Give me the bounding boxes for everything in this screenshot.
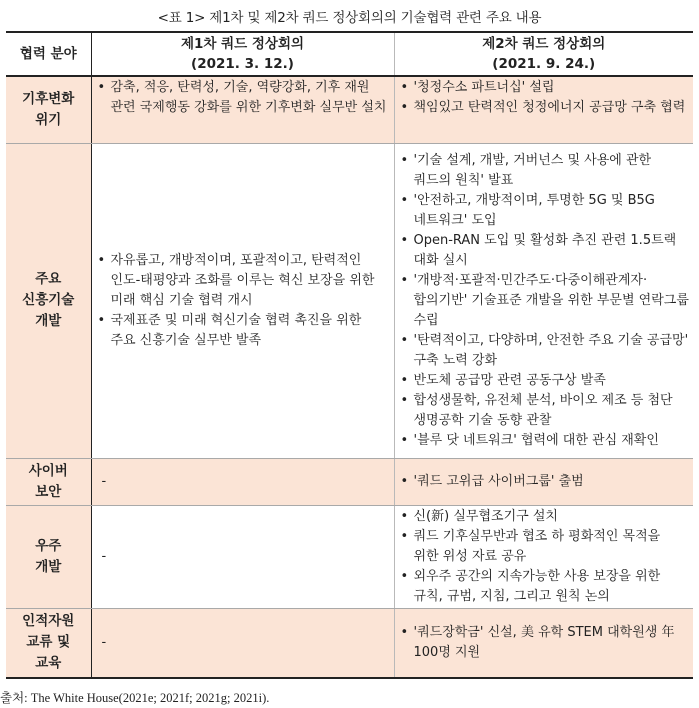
table-row: [6, 505, 693, 608]
list-item: • '개방적·포괄적·민간주도·다중이해관계자·합의기반' 기술표준 개발을 위한 부문별 연락그룹 수립: [401, 271, 690, 331]
category-line: 교류 및: [26, 634, 71, 651]
first-summit-cell: [91, 608, 394, 678]
header-first-summit: [91, 32, 394, 76]
list-item: • '블루 닷 네트워크' 협력에 대한 관심 재확인: [401, 431, 690, 451]
table-caption: <표 1> 제1차 및 제2차 쿼드 정상회의의 기술협력 관련 주요 내용: [157, 10, 542, 26]
empty-dash: -: [101, 548, 107, 564]
list-item: • 쿼드 기후실무반과 협조 하 평화적인 목적을 위한 위성 자료 공유: [401, 527, 690, 567]
list-item: • 합성생물학, 유전체 분석, 바이오 제조 등 첨단 생명공학 기술 동향 관찰: [401, 391, 690, 431]
second-summit-cell: [394, 505, 693, 608]
category-line: 개발: [35, 558, 62, 575]
header-category-label: 협력 분야: [19, 46, 77, 62]
first-summit-cell: [91, 505, 394, 608]
list-item: • '쿼드장학금' 신설, 美 유학 STEM 대학원생 年 100명 지원: [401, 623, 690, 663]
header-category: [6, 32, 91, 76]
second-summit-cell: [394, 76, 693, 143]
list-item: • 자유롭고, 개방적이며, 포괄적이고, 탄력적인 인도-태평양과 조화를 이루는 혁신 보장을 위한 미래 핵심 기술 협력 개시: [98, 251, 390, 311]
header-second-date: (2021. 9. 24.): [492, 56, 596, 72]
table-header-row: [6, 32, 693, 76]
list-item: • 외우주 공간의 지속가능한 사용 보장을 위한 규칙, 규범, 지침, 그리고 원칙 논의: [401, 567, 690, 607]
list-item: • Open-RAN 도입 및 활성화 추진 관련 1.5트랙 대화 실시: [401, 231, 690, 271]
table-row: [6, 76, 693, 143]
category-line: 신흥기술: [22, 292, 75, 308]
first-summit-cell: [91, 76, 394, 143]
quad-summit-table: [6, 31, 693, 679]
category-emerging-tech: [6, 143, 91, 458]
category-human-resources: [6, 608, 91, 678]
list-item: • '안전하고, 개방적이며, 투명한 5G 및 B5G 네트워크' 도입: [401, 191, 690, 231]
header-first-title: 제1차 쿼드 정상회의: [180, 36, 305, 52]
source-note: 출처: The White House(2021e; 2021f; 2021g; 2021i).: [0, 691, 270, 705]
list-item: • 반도체 공급망 관련 공동구상 발족: [401, 371, 690, 391]
category-line: 사이버: [28, 462, 68, 479]
second-summit-cell: [394, 458, 693, 505]
list-item: • 책임있고 탄력적인 청정에너지 공급망 구축 협력: [401, 98, 690, 118]
empty-dash: -: [101, 634, 107, 650]
list-item: • 감축, 적응, 탄력성, 기술, 역량강화, 기후 재원 관련 국제행동 강화를 위한 기후변화 실무반 설치: [98, 78, 390, 118]
header-second-title: 제2차 쿼드 정상회의: [482, 36, 606, 52]
list-item: • '탄력적이고, 다양하며, 안전한 주요 기술 공급망' 구축 노력 강화: [401, 331, 690, 371]
list-item: • 국제표준 및 미래 혁신기술 협력 촉진을 위한 주요 신흥기술 실무반 발족: [98, 311, 390, 351]
header-second-summit: [394, 32, 693, 76]
category-line: 기후변화: [22, 90, 75, 107]
category-line: 보안: [35, 483, 62, 500]
second-summit-cell: [394, 143, 693, 458]
list-item: • '청정수소 파트너십' 설립: [401, 78, 690, 98]
list-item: • '기술 설계, 개발, 거버넌스 및 사용에 관한 쿼드의 원칙' 발표: [401, 151, 690, 191]
category-line: 주요: [35, 271, 62, 287]
list-item: • 신(新) 실무협조기구 설치: [401, 507, 690, 527]
first-summit-cell: [91, 143, 394, 458]
table-row: [6, 608, 693, 678]
table-row: [6, 143, 693, 458]
category-cyber: [6, 458, 91, 505]
first-summit-cell: [91, 458, 394, 505]
header-first-date: (2021. 3. 12.): [191, 56, 294, 72]
category-line: 위기: [35, 111, 62, 128]
second-summit-cell: [394, 608, 693, 678]
category-line: 개발: [35, 313, 62, 329]
category-line: 교육: [35, 655, 62, 672]
empty-dash: -: [101, 473, 107, 489]
table-row: [6, 458, 693, 505]
category-space: [6, 505, 91, 608]
category-climate: [6, 76, 91, 143]
category-line: 인적자원: [22, 613, 75, 630]
list-item: • '쿼드 고위급 사이버그룹' 출범: [401, 472, 690, 492]
category-line: 우주: [35, 537, 62, 554]
